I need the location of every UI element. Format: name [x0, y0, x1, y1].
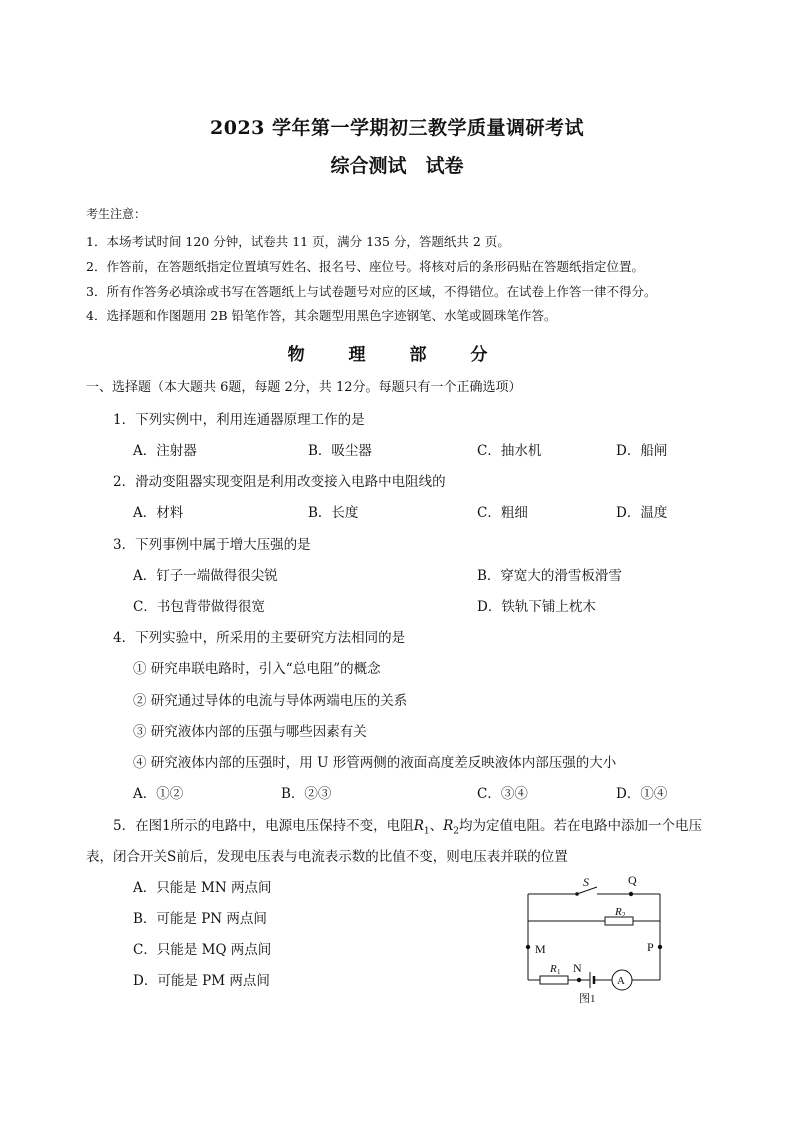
- q5-option-c: C．只能是 MQ 两点间: [133, 942, 272, 958]
- label-q: Q: [628, 873, 637, 887]
- q2-option-c: C．粗细: [477, 505, 528, 521]
- q4-item: ③ 研究液体内部的压强与哪些因素有关: [133, 724, 367, 740]
- part-title: 一、选择题（本大题共 6题，每题 2分，共 12分。每题只有一个正确选项）: [86, 380, 522, 395]
- question-1-stem: 1．下列实例中，利用连通器原理工作的是: [113, 412, 365, 428]
- switch-pivot-dot: [575, 892, 579, 896]
- q5-stem-part-a: 5．在图1所示的电路中，电源电压保持不变，电阻: [113, 818, 414, 834]
- q1-option-c: C．抽水机: [477, 443, 542, 459]
- notice-item: 1．本场考试时间 120 分钟，试卷共 11 页，满分 135 分，答题纸共 2 页。: [86, 234, 510, 249]
- q5-option-a: A．只能是 MN 两点间: [133, 880, 272, 896]
- question-5-stem: [113, 814, 702, 837]
- q5-option-d: D．可能是 PM 两点间: [133, 973, 270, 989]
- q4-option-d: D．①④: [616, 786, 668, 802]
- r1-symbol: R: [413, 818, 424, 834]
- notice-item: 3．所有作答务必填涂或书写在答题纸上与试卷题号对应的区域，不得错位。在试卷上作答一律不得分。: [86, 284, 657, 299]
- label-n: N: [573, 961, 582, 975]
- question-3-stem: 3．下列事例中属于增大压强的是: [113, 537, 311, 553]
- separator: 、: [429, 818, 444, 834]
- resistor-r2: [605, 917, 633, 925]
- point-n-dot: [577, 978, 581, 982]
- question-4-stem: 4．下列实验中，所采用的主要研究方法相同的是: [113, 630, 406, 646]
- r2-symbol: R: [443, 818, 454, 834]
- q3-option-b: B．穿宽大的滑雪板滑雪: [477, 568, 622, 584]
- q4-option-c: C．③④: [477, 786, 528, 802]
- circuit-diagram-figure-1: [515, 870, 675, 1010]
- notice-item: 2．作答前，在答题纸指定位置填写姓名、报名号、座位号。将核对后的条形码贴在答题纸指定位置。: [86, 259, 644, 274]
- label-s: S: [583, 875, 589, 889]
- label-p: P: [647, 940, 654, 954]
- point-q-dot: [629, 892, 633, 896]
- label-r1: R: [550, 963, 557, 975]
- q3-option-d: D．铁轨下铺上枕木: [477, 599, 596, 615]
- label-r2: R: [615, 906, 622, 918]
- q4-item: ② 研究通过导体的电流与导体两端电压的关系: [133, 693, 408, 709]
- q1-option-d: D．船闸: [616, 443, 668, 459]
- exam-title: 2023 学年第一学期初三教学质量调研考试: [210, 117, 584, 139]
- label-r2-sub: 2: [622, 911, 626, 919]
- notice-item: 4．选择题和作图题用 2B 铅笔作答，其余题型用黑色字迹钢笔、水笔或圆珠笔作答。: [86, 308, 557, 323]
- point-p-dot: [658, 945, 662, 949]
- notice-heading: 考生注意：: [86, 207, 147, 221]
- q2-option-d: D．温度: [616, 505, 668, 521]
- section-title: 物 理 部 分: [287, 345, 507, 365]
- resistor-r1: [540, 976, 568, 984]
- q4-option-b: B．②③: [281, 786, 332, 802]
- question-5-stem-line2: 表，闭合开关S前后，发现电压表与电流表示数的比值不变，则电压表并联的位置: [86, 849, 568, 865]
- question-2-stem: 2．滑动变阻器实现变阻是利用改变接入电路中电阻线的: [113, 474, 446, 490]
- r2-subscript: 2: [453, 826, 459, 837]
- q1-option-a: A．注射器: [133, 443, 197, 459]
- q1-option-b: B．吸尘器: [308, 443, 372, 459]
- exam-subtitle: 综合测试 试卷: [330, 155, 464, 177]
- q4-item: ① 研究串联电路时，引入“总电阻”的概念: [133, 661, 381, 677]
- point-m-dot: [526, 945, 530, 949]
- q5-option-b: B．可能是 PN 两点间: [133, 911, 267, 927]
- q2-option-b: B．长度: [308, 505, 359, 521]
- label-r1-sub: 1: [557, 968, 561, 976]
- label-m: M: [535, 942, 546, 956]
- r1-subscript: 1: [423, 826, 430, 837]
- label-ammeter: A: [617, 975, 625, 987]
- q4-item: ④ 研究液体内部的压强时，用 U 形管两侧的液面高度差反映液体内部压强的大小: [133, 755, 617, 771]
- q2-option-a: A．材料: [133, 505, 184, 521]
- figure-caption: 图1: [579, 993, 596, 1005]
- q5-stem-part-b: 均为定值电阻。若在电路中添加一个电压: [459, 818, 702, 834]
- q3-option-c: C．书包背带做得很宽: [133, 599, 265, 615]
- q4-option-a: A．①②: [133, 786, 184, 802]
- q3-option-a: A．钉子一端做得很尖锐: [133, 568, 278, 584]
